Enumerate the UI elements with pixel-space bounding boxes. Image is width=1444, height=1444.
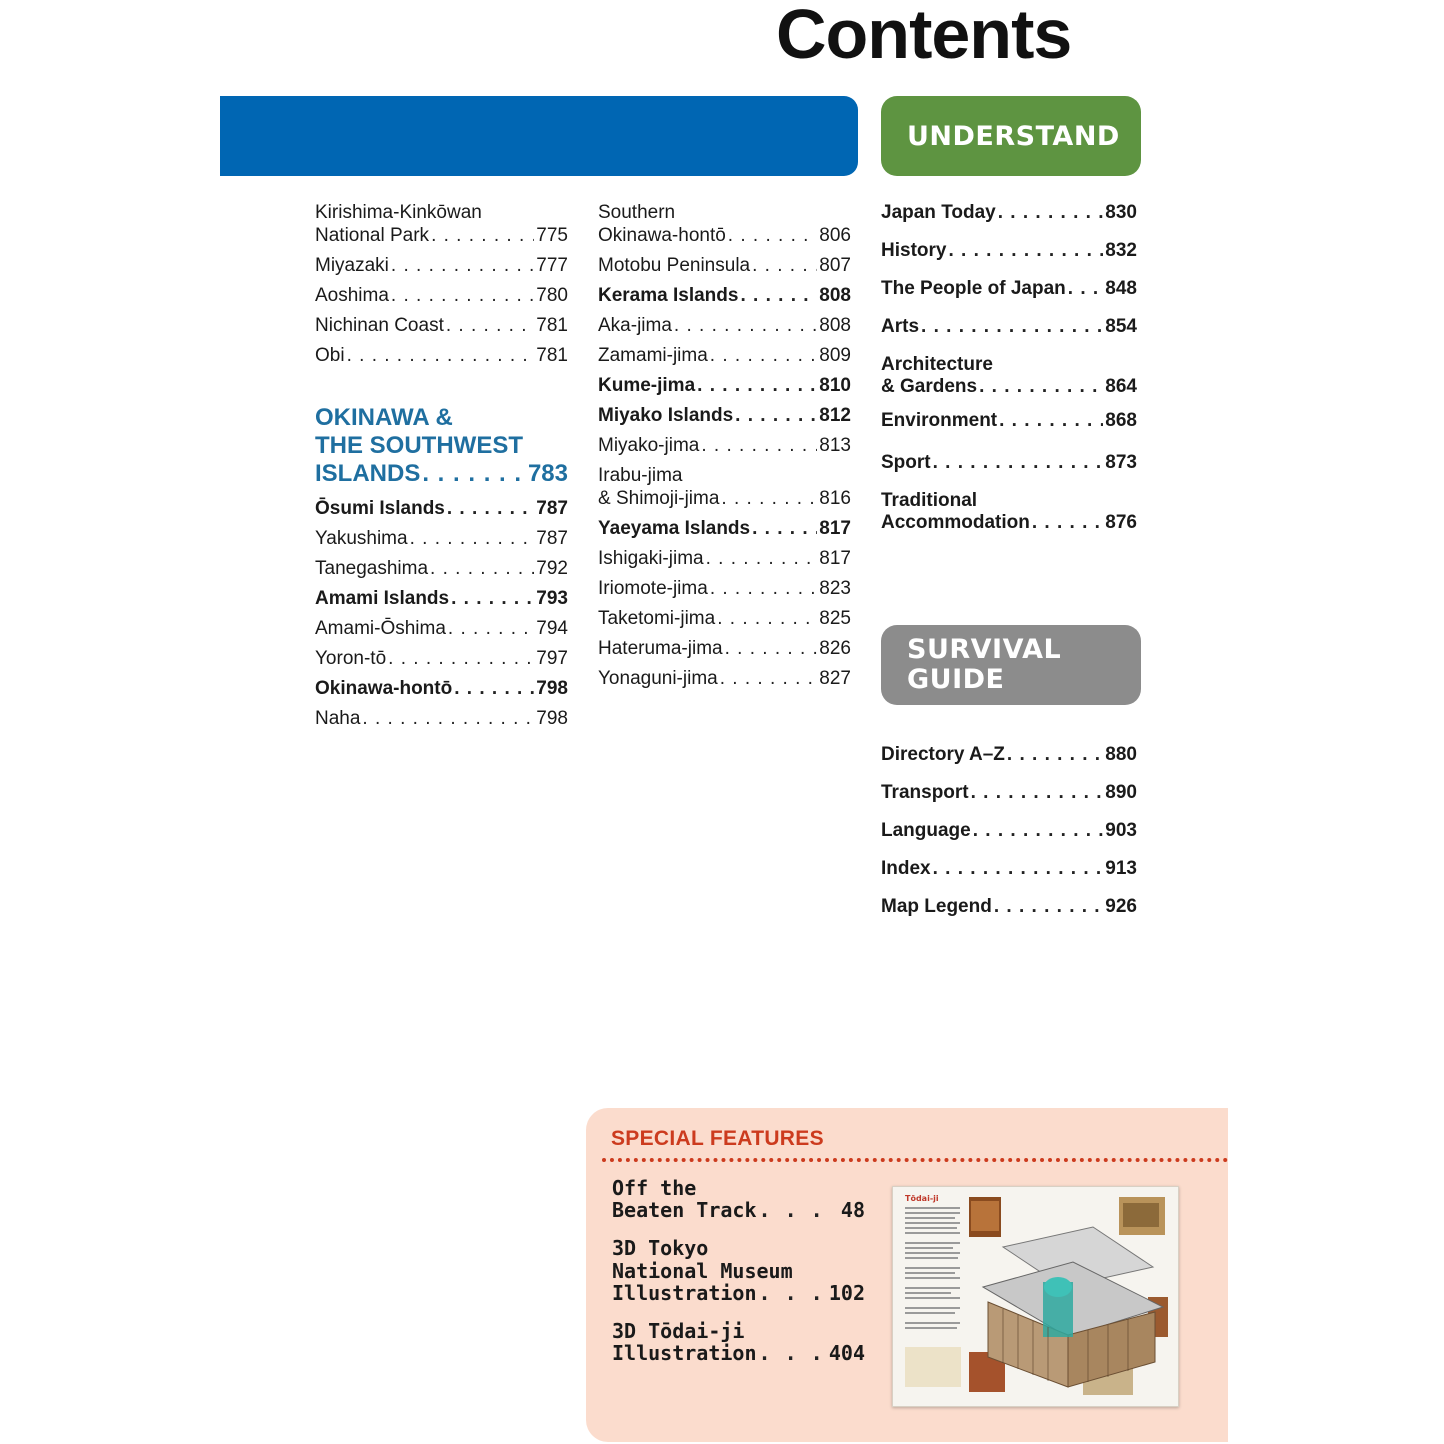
toc-entry-line1: Irabu-jima bbox=[598, 465, 683, 486]
toc-entry[interactable]: Yaeyama Islands . . . 817 bbox=[598, 518, 851, 540]
blue-header-bar bbox=[220, 96, 858, 176]
feature-line2: National Museum bbox=[612, 1259, 793, 1283]
toc-entry[interactable]: Yakushima . . . 787 bbox=[315, 528, 568, 550]
toc-entry[interactable]: Sport . . . 873 bbox=[881, 452, 1137, 474]
understand-tab bbox=[881, 96, 1141, 176]
toc-entry[interactable]: Language . . . 903 bbox=[881, 820, 1137, 842]
toc-entry[interactable]: The People of Japan . . . 848 bbox=[881, 278, 1137, 300]
toc-entry[interactable]: Miyako-jima . . . 813 bbox=[598, 435, 851, 457]
toc-entry[interactable]: Taketomi-jima . . . 825 bbox=[598, 608, 851, 630]
toc-entry[interactable]: Zamami-jima . . . 809 bbox=[598, 345, 851, 367]
toc-entry[interactable]: Directory A–Z . . . 880 bbox=[881, 744, 1137, 766]
feature-line1: 3D Tokyo bbox=[612, 1236, 709, 1260]
toc-entry[interactable]: Environment . . . 868 bbox=[881, 410, 1137, 432]
feature-entry[interactable]: Beaten Track . . . 48 bbox=[612, 1199, 865, 1221]
toc-entry[interactable]: Motobu Peninsula . . . 807 bbox=[598, 255, 851, 277]
toc-entry[interactable]: National Park . . . 775 bbox=[315, 225, 568, 247]
understand-tab-label: UNDERSTAND bbox=[907, 121, 1120, 152]
toc-entry-line1: Kirishima-Kinkōwan bbox=[315, 202, 482, 223]
section-heading-line2: THE SOUTHWEST bbox=[315, 432, 523, 459]
toc-entry[interactable]: Amami-Ōshima . . . 794 bbox=[315, 618, 568, 640]
toc-entry[interactable]: Amami Islands . . . 793 bbox=[315, 588, 568, 610]
toc-entry-line1: Traditional bbox=[881, 490, 978, 511]
feature-line1: Off the bbox=[612, 1176, 697, 1200]
toc-entry[interactable]: Map Legend . . . 926 bbox=[881, 896, 1137, 918]
toc-entry[interactable]: & Shimoji-jima . . . 816 bbox=[598, 488, 851, 510]
feature-entry[interactable]: Illustration . . . 102 bbox=[612, 1282, 865, 1304]
toc-entry[interactable]: Iriomote-jima . . . 823 bbox=[598, 578, 851, 600]
todai-ji-illustration-thumbnail bbox=[892, 1186, 1179, 1407]
toc-entry[interactable]: Aoshima . . . 780 bbox=[315, 285, 568, 307]
toc-entry[interactable]: Miyazaki . . . 777 bbox=[315, 255, 568, 277]
toc-entry[interactable]: Hateruma-jima . . . 826 bbox=[598, 638, 851, 660]
toc-entry[interactable]: Ishigaki-jima . . . 817 bbox=[598, 548, 851, 570]
survival-tab-line2: GUIDE bbox=[907, 664, 1005, 695]
survival-tab-line1: SURVIVAL bbox=[907, 634, 1062, 665]
toc-entry[interactable]: Tanegashima . . . 792 bbox=[315, 558, 568, 580]
toc-entry[interactable]: Yoron-tō . . . 797 bbox=[315, 648, 568, 670]
toc-entry[interactable]: Transport . . . 890 bbox=[881, 782, 1137, 804]
special-features-title: SPECIAL FEATURES bbox=[611, 1127, 824, 1150]
toc-entry[interactable]: Index . . . 913 bbox=[881, 858, 1137, 880]
toc-entry-line1: Southern bbox=[598, 202, 676, 223]
toc-entry[interactable]: History . . . 832 bbox=[881, 240, 1137, 262]
toc-entry[interactable]: Japan Today . . . 830 bbox=[881, 202, 1137, 224]
toc-entry[interactable]: Miyako Islands . . . 812 bbox=[598, 405, 851, 427]
toc-entry[interactable]: Accommodation . . . 876 bbox=[881, 512, 1137, 534]
feature-line1: 3D Tōdai-ji bbox=[612, 1319, 745, 1343]
temple-illustration-icon bbox=[893, 1187, 1178, 1406]
toc-entry[interactable]: Obi . . . 781 bbox=[315, 345, 568, 367]
toc-entry[interactable]: Nichinan Coast . . . 781 bbox=[315, 315, 568, 337]
page-title: Contents bbox=[776, 0, 1072, 73]
toc-entry[interactable]: Naha . . . 798 bbox=[315, 708, 568, 730]
toc-entry[interactable]: Okinawa-hontō . . . 798 bbox=[315, 678, 568, 700]
toc-entry[interactable]: Ōsumi Islands . . . 787 bbox=[315, 498, 568, 520]
section-heading[interactable]: ISLANDS . . . 783 bbox=[315, 460, 568, 488]
toc-entry[interactable]: & Gardens . . . 864 bbox=[881, 376, 1137, 398]
feature-entry[interactable]: Illustration . . . 404 bbox=[612, 1342, 865, 1364]
section-heading-line1: OKINAWA & bbox=[315, 404, 453, 431]
toc-entry-line1: Architecture bbox=[881, 354, 993, 375]
toc-entry[interactable]: Aka-jima . . . 808 bbox=[598, 315, 851, 337]
thumb-title: Tōdai-ji bbox=[905, 1194, 939, 1203]
toc-entry[interactable]: Kume-jima . . . 810 bbox=[598, 375, 851, 397]
survival-guide-tab bbox=[881, 625, 1141, 705]
toc-entry[interactable]: Kerama Islands . . . 808 bbox=[598, 285, 851, 307]
toc-entry[interactable]: Yonaguni-jima . . . 827 bbox=[598, 668, 851, 690]
toc-entry[interactable]: Okinawa-hontō . . . 806 bbox=[598, 225, 851, 247]
toc-entry[interactable]: Arts . . . 854 bbox=[881, 316, 1137, 338]
dotted-divider bbox=[602, 1158, 1228, 1162]
